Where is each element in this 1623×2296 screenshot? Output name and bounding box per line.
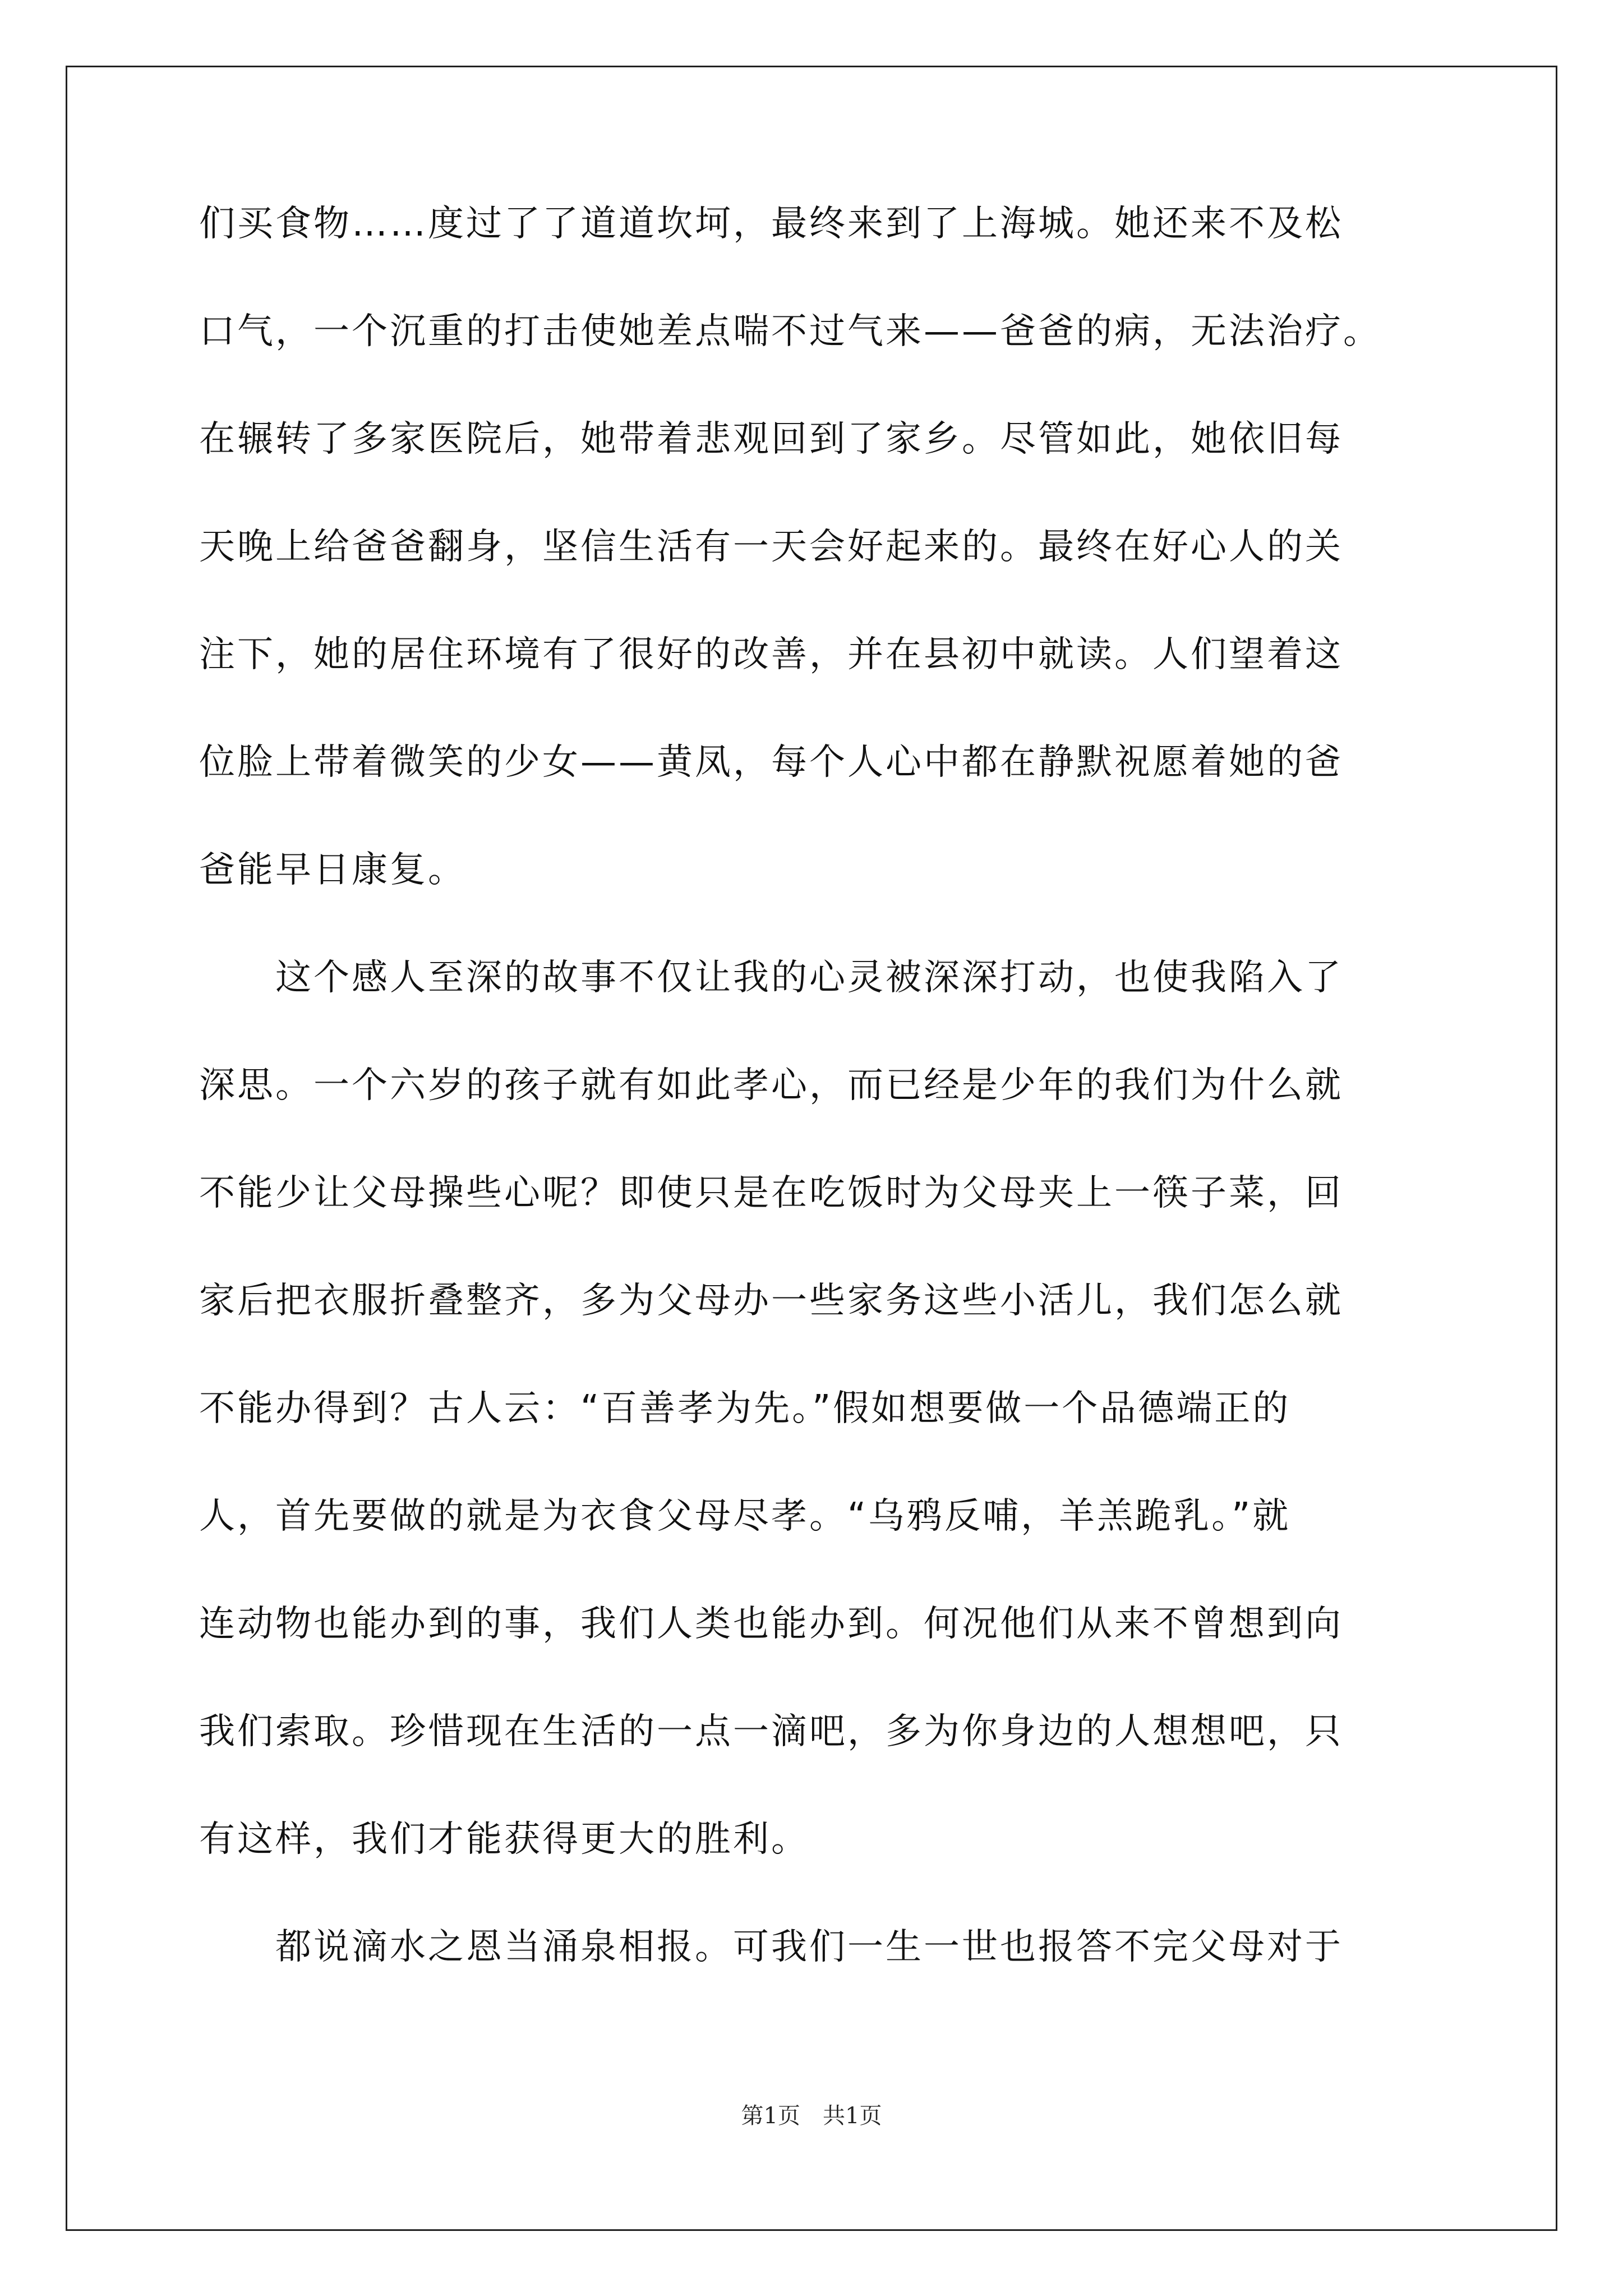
text-line-4: 天晚上给爸爸翻身，坚信生活有一天会好起来的。最终在好心人的关 [199,526,1343,568]
text-line-5: 注下，她的居住环境有了很好的改善，并在县初中就读。人们望着这 [199,634,1343,675]
document-body [199,203,1433,2037]
text-line-17: 都说滴水之恩当涌泉相报。可我们一生一世也报答不完父母对于 [199,1926,1343,1968]
text-line-7: 爸能早日康复。 [199,849,466,891]
page-footer: 第1页 共1页 [741,2103,882,2129]
text-line-10: 不能少让父母操些心呢？即使只是在吃饭时为父母夹上一筷子菜，回 [199,1172,1343,1214]
text-line-13: 人，首先要做的就是为衣食父母尽孝。“乌鸦反哺，羊羔跪乳。”就 [199,1496,1291,1537]
text-line-2: 口气，一个沉重的打击使她差点喘不过气来——爸爸的病，无法治疗。 [199,311,1381,352]
text-line-9: 深思。一个六岁的孩子就有如此孝心，而已经是少年的我们为什么就 [199,1065,1343,1106]
text-line-1: 们买食物……度过了了道道坎坷，最终来到了上海城。她还来不及松 [199,203,1343,245]
text-line-14: 连动物也能办到的事，我们人类也能办到。何况他们从来不曾想到向 [199,1603,1343,1645]
text-line-6: 位脸上带着微笑的少女——黄凤，每个人心中都在静默祝愿着她的爸 [199,742,1343,783]
text-line-16: 有这样，我们才能获得更大的胜利。 [199,1819,809,1860]
text-line-3: 在辗转了多家医院后，她带着悲观回到了家乡。尽管如此，她依旧每 [199,418,1343,460]
text-line-8: 这个感人至深的故事不仅让我的心灵被深深打动，也使我陷入了 [199,957,1343,999]
text-line-11: 家后把衣服折叠整齐，多为父母办一些家务这些小活儿，我们怎么就 [199,1280,1343,1322]
text-line-15: 我们索取。珍惜现在生活的一点一滴吧，多为你身边的人想想吧，只 [199,1711,1343,1752]
text-line-12: 不能办得到？古人云：“百善孝为先。”假如想要做一个品德端正的 [199,1388,1291,1429]
